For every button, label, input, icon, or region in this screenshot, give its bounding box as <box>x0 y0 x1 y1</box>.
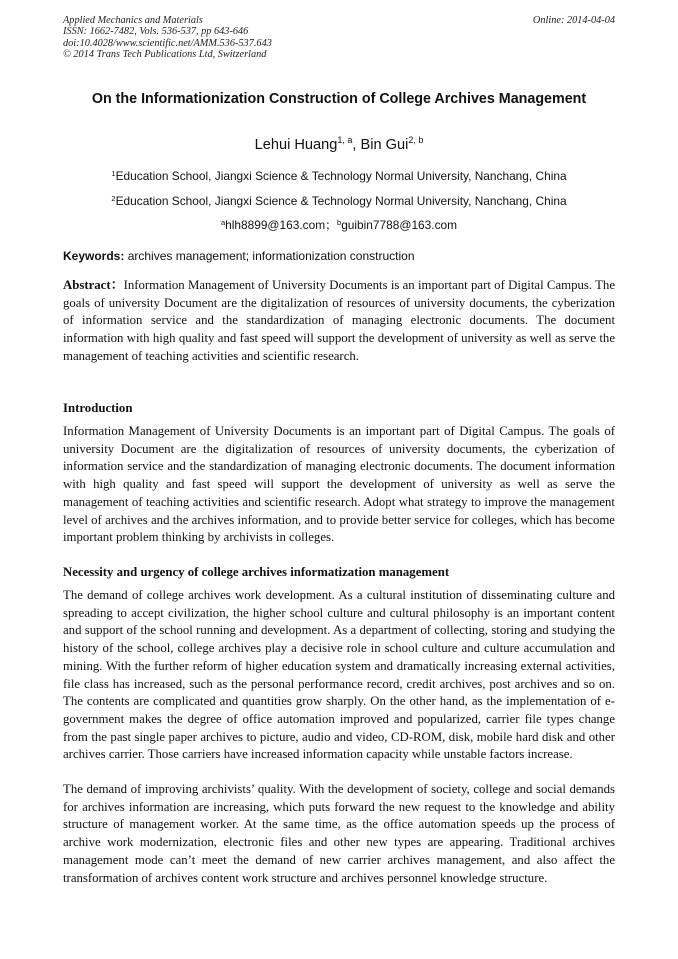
affiliation-2-text: Education School, Jiangxi Science & Technology Normal University, Nanchang, China <box>115 194 567 208</box>
author-line <box>0 130 678 155</box>
email-b: guibin7788@163.com <box>341 218 458 232</box>
email-a-sup: a <box>220 218 226 227</box>
necessity-paragraph-1: The demand of college archives work development. As a cultural institution of disseminating culture and spreading to accept civilization, the higher school culture and cultural philosophy is an important content and support of the school running and development. As a department of collecting, storing and studying the history of the school, college archives play a decisive role in school culture and culture accumulation and mining. With the further reform of higher education system and dramatically increasing external activities, file class has increased, such as the personal performance record, credit archives, post archives and so on. The contents are complicated and quantities grow sharply. On the other hand, as the implementation of e-government makes the degree of office automation improved and popularized, carrier file types change from the past single paper archives to picture, audio and video, CD-ROM, disk, mobile hard disk and other archives carrier. Those carriers have increased information capacity while unstable factors increase. <box>63 588 615 762</box>
keywords-line <box>63 248 615 264</box>
doi-line: doi:10.4028/www.scientific.net/AMM.536-537.643 <box>63 37 272 49</box>
necessity-paragraph-2: The demand of improving archivists’ quality. With the development of society, college and social demands for archives information are increasing, which puts forward the new request to the knowledge and ability structure of management worker. At the same time, as the office automation speeds up the process of archive work modernization, electronic files and other new types are appearing. Traditional archives management mode can’t meet the demand of new carrier archives management, and also affect the transformation of archives content work structure and archives personnel knowledge structure. <box>63 782 615 885</box>
issn-line: ISSN: 1662-7482, Vols. 536-537, pp 643-646 <box>63 26 249 38</box>
affiliation-1-sup: 1 <box>111 169 116 178</box>
affiliation-1-text: Education School, Jiangxi Science & Technology Normal University, Nanchang, China <box>115 169 567 183</box>
author-1: Lehui Huang <box>254 137 338 153</box>
journal-header <box>63 15 615 60</box>
abstract-text: Information Management of University Documents is an important part of Digital Campus. The goals of university Document are the digitalization of resources of university documents, the cyberization of information service and the standardization of managing electronic documents. The document information with high quality and fast speed will support the development of university as well as serve the management of teaching activities and scientific research. <box>63 278 615 363</box>
email-separator: ； <box>325 218 338 232</box>
keywords-label: Keywords: <box>63 249 125 263</box>
email-line <box>0 215 678 233</box>
necessity-heading: Necessity and urgency of college archives informatization management <box>63 565 450 579</box>
abstract-label: Abstract： <box>63 278 124 292</box>
email-b-sup: b <box>337 218 342 227</box>
affiliation-2-sup: 2 <box>111 194 116 203</box>
author-2-sup: 2, b <box>408 135 424 145</box>
author-2: Bin Gui <box>360 137 409 153</box>
journal-name: Applied Mechanics and Materials <box>63 15 203 26</box>
copyright-line: © 2014 Trans Tech Publications Ltd, Switzerland <box>63 48 267 60</box>
email-a: hlh8899@163.com <box>225 218 326 232</box>
introduction-paragraph: Information Management of University Documents is an important part of Digital Campus. The goals of university Document are the digitalization of resources of university documents, the cyberization of information service and the standardization of managing electronic documents. The document information with high quality and fast speed will support the development of university as well as serve the management of teaching activities and scientific research. Adopt what strategy to improve the management level of archives and the archives information, and to provide better service for colleges, which has become important problem thinking by archivists in colleges. <box>63 424 615 545</box>
introduction-heading: Introduction <box>63 401 133 415</box>
affiliation-1 <box>0 166 678 184</box>
author-separator: , <box>352 137 361 153</box>
author-1-sup: 1, a <box>337 135 353 145</box>
abstract-paragraph <box>63 277 615 366</box>
keywords-text: archives management; informationization construction <box>124 249 415 263</box>
paper-title: On the Informationization Construction of College Archives Management <box>91 91 587 107</box>
affiliation-2 <box>0 191 678 209</box>
online-date: Online: 2014-04-04 <box>532 15 615 26</box>
